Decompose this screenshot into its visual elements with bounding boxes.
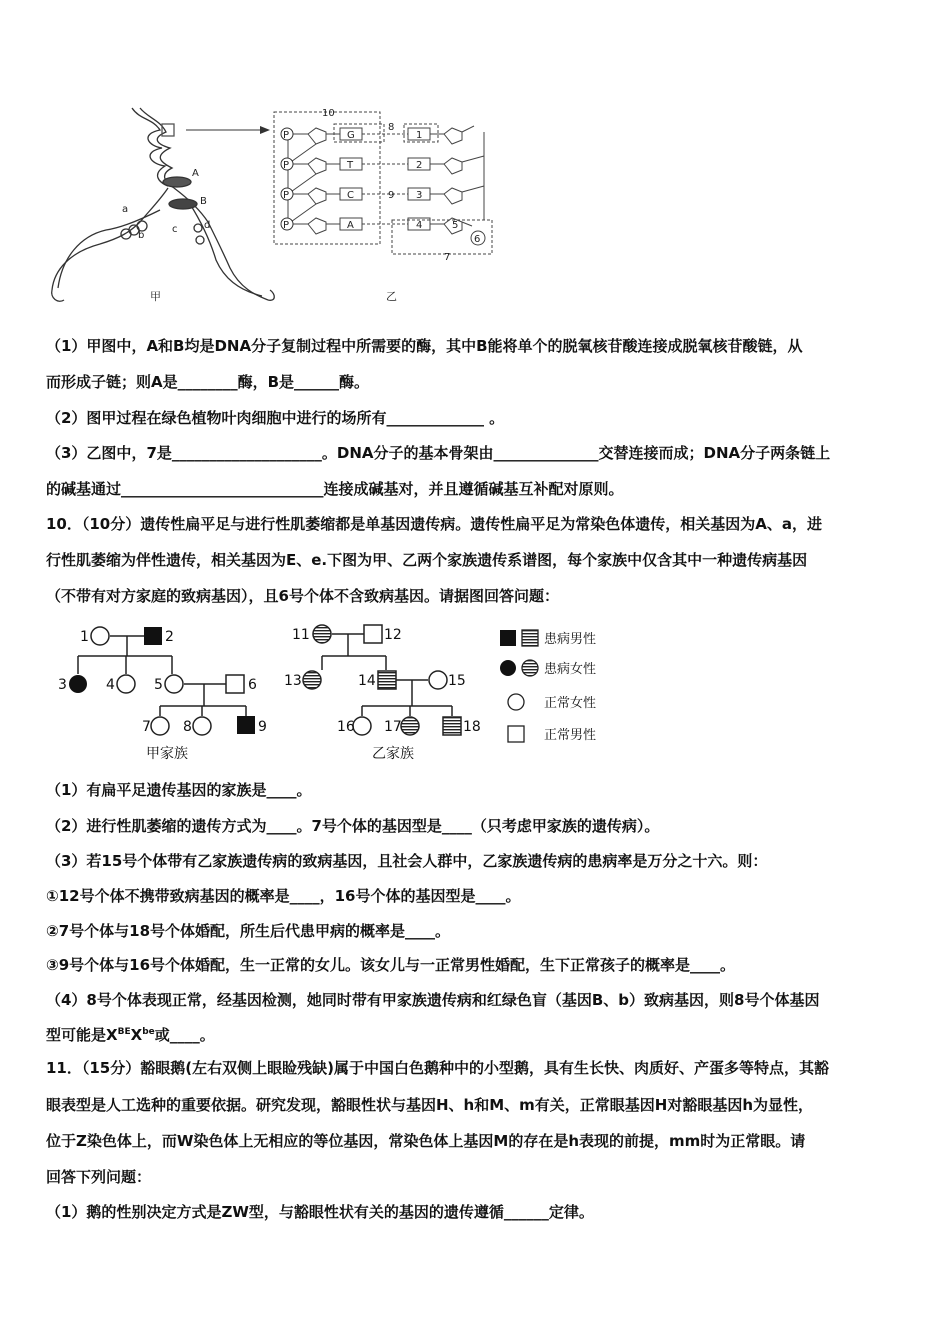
family-jia-label: 甲家族 xyxy=(146,746,188,762)
dna-replication-figure xyxy=(40,100,510,315)
label-c: c xyxy=(172,224,178,235)
q10-sub-3b: ②7号个体与18号个体婚配，所生后代患甲病的概率是____。 xyxy=(46,922,451,940)
num-3: 3 xyxy=(58,677,67,693)
ind-8 xyxy=(193,717,211,735)
ind-15 xyxy=(429,671,447,689)
q10-line-1: 10．（10分）遗传性扁平足与进行性肌萎缩都是单基因遗传病。遗传性扁平足为常染色体遗传，相关基因为A、a，进 xyxy=(46,515,822,533)
q10-4b-sup2: be xyxy=(142,1027,155,1037)
label-10: 10 xyxy=(322,108,335,119)
q11-line-3: 位于Z染色体上，而W染色体上无相应的等位基因，常染色体上基因M的存在是h表现的前提，mm时为正常眼。请 xyxy=(46,1132,806,1150)
phosphate-labels xyxy=(281,128,293,231)
q10-4b-pre: 型可能是 xyxy=(46,1026,107,1044)
q10-line-3: （不带有对方家庭的致病基因），且6号个体不含致病基因。请据图回答问题： xyxy=(46,587,559,605)
label-b: b xyxy=(138,230,145,241)
phosphate-p4: P xyxy=(283,220,290,231)
num-15: 15 xyxy=(448,673,466,689)
q10-4b-x1: X xyxy=(106,1026,118,1044)
q11-line-1: 11．（15分）豁眼鹅(左右双侧上眼睑残缺)属于中国白色鹅种中的小型鹅，具有生长快、肉质好、产蛋多等特点，其豁 xyxy=(46,1059,829,1077)
legend-normal-male-square xyxy=(508,726,524,742)
q9-line-4: （3）乙图中，7是____________________。DNA分子的基本骨架由______________交替连接而成；DNA分子两条链上 xyxy=(46,444,831,462)
q9-line-3: （2）图甲过程在绿色植物叶肉细胞中进行的场所有_____________ 。 xyxy=(46,409,505,427)
legend-normal-male: 正常男性 xyxy=(544,728,597,743)
arrow-head xyxy=(260,126,270,134)
num-8: 8 xyxy=(183,719,192,735)
q10-sub-1: （1）有扁平足遗传基因的家族是____。 xyxy=(46,781,312,799)
q10-sub-3c: ③9号个体与16号个体婚配，生一正常的女儿。该女儿与一正常男性婚配，生下正常孩子的概率是____。 xyxy=(46,956,736,974)
num-9: 9 xyxy=(258,719,267,735)
num-5: 5 xyxy=(154,677,163,693)
ind-13 xyxy=(303,671,321,689)
legend-normal-female-circle xyxy=(508,694,524,710)
base-right-4: 4 xyxy=(416,220,423,231)
q10-sub-3a: ①12号个体不携带致病基因的概率是____，16号个体的基因型是____。 xyxy=(46,887,521,905)
legend-normal-female: 正常女性 xyxy=(544,696,597,711)
base-right-2: 2 xyxy=(416,160,423,171)
q11-line-2: 眼表型是人工选种的重要依据。研究发现，豁眼性状与基因H、h和M、m有关，正常眼基因H对豁眼基因h为显性， xyxy=(46,1096,814,1114)
base-left-4: A xyxy=(347,220,354,231)
q10-4b-sup1: BE xyxy=(117,1027,131,1037)
q9-line-5: 的碱基通过___________________________连接成碱基对，并且遵循碱基互补配对原则。 xyxy=(46,480,624,498)
ind-16 xyxy=(353,717,371,735)
ind-1 xyxy=(91,627,109,645)
ind-14 xyxy=(378,671,396,689)
num-6: 6 xyxy=(248,677,257,693)
q10-4b-x2: X xyxy=(130,1026,143,1044)
ind-17 xyxy=(401,717,419,735)
legend-affected-female-striped xyxy=(522,660,538,676)
ind-18 xyxy=(443,717,461,735)
caption-jia: 甲 xyxy=(150,290,161,303)
ind-2 xyxy=(144,627,162,645)
num-1: 1 xyxy=(80,629,89,645)
caption-yi: 乙 xyxy=(386,290,397,303)
ind-7 xyxy=(151,717,169,735)
ind-4 xyxy=(117,675,135,693)
num-4: 4 xyxy=(106,677,115,693)
ind-9 xyxy=(237,716,255,734)
num-11: 11 xyxy=(292,627,310,643)
phosphate-p1: P xyxy=(283,130,290,141)
legend-affected-male-solid xyxy=(500,630,516,646)
ind-12 xyxy=(364,625,382,643)
label-8: 8 xyxy=(388,122,395,133)
ind-5 xyxy=(165,675,183,693)
base-left-3: C xyxy=(347,190,354,201)
replication-fork-diagram xyxy=(52,108,275,301)
q10-sub-3: （3）若15号个体带有乙家族遗传病的致病基因，且社会人群中，乙家族遗传病的患病率是万分之十六。则： xyxy=(46,852,768,870)
phosphate-p2: P xyxy=(283,160,290,171)
q9-line-1: （1）甲图中，A和B均是DNA分子复制过程中所需要的酶，其中B能将单个的脱氧核苷酸连接成脱氧核苷酸链，从 xyxy=(46,337,803,355)
base-right-3: 3 xyxy=(416,190,423,201)
num-16: 16 xyxy=(337,719,355,735)
num-14: 14 xyxy=(358,673,376,689)
q11-sub-1: （1）鹅的性别决定方式是ZW型，与豁眼性状有关的基因的遗传遵循______定律。 xyxy=(46,1203,594,1221)
phosphate-p3: P xyxy=(283,190,290,201)
num-7: 7 xyxy=(142,719,151,735)
base-right-1: 1 xyxy=(416,130,423,141)
pedigree-figure xyxy=(50,618,620,768)
q10-line-2: 行性肌萎缩为伴性遗传，相关基因为E、e.下图为甲、乙两个家族遗传系谱图，每个家族中仅含其中一种遗传病基因 xyxy=(46,551,808,569)
label-9: 9 xyxy=(388,190,395,201)
label-6: 6 xyxy=(474,234,481,245)
label-7: 7 xyxy=(444,252,451,263)
label-5: 5 xyxy=(452,220,459,231)
family-yi-label: 乙家族 xyxy=(372,746,414,762)
num-13: 13 xyxy=(284,673,302,689)
q11-line-4: 回答下列问题： xyxy=(46,1168,152,1186)
num-17: 17 xyxy=(384,719,402,735)
legend-affected-female: 患病女性 xyxy=(544,662,597,677)
legend-affected-female-solid xyxy=(500,660,516,676)
label-a: a xyxy=(122,204,129,215)
q9-line-2: 而形成子链；则A是________酶，B是______酶。 xyxy=(46,373,370,391)
base-left-1: G xyxy=(347,130,355,141)
dna-structure-diagram xyxy=(274,112,492,254)
legend-affected-male-striped xyxy=(522,630,538,646)
ind-6 xyxy=(226,675,244,693)
q10-sub-4b xyxy=(46,1025,215,1045)
q10-sub-2: （2）进行性肌萎缩的遗传方式为____。7号个体的基因型是____（只考虑甲家族的遗传病）。 xyxy=(46,817,660,835)
q10-4b-post: 或____。 xyxy=(154,1026,215,1044)
label-B: B xyxy=(200,196,207,207)
num-18: 18 xyxy=(463,719,481,735)
legend-affected-male: 患病男性 xyxy=(544,632,597,647)
q10-sub-4a: （4）8号个体表现正常，经基因检测，她同时带有甲家族遗传病和红绿色盲（基因B、b）致病基因，则8号个体基因 xyxy=(46,991,820,1009)
num-2: 2 xyxy=(165,629,174,645)
label-d: d xyxy=(204,220,211,231)
num-12: 12 xyxy=(384,627,402,643)
label-A: A xyxy=(192,168,199,179)
ind-11 xyxy=(313,625,331,643)
ind-3 xyxy=(69,675,87,693)
base-left-2: T xyxy=(347,160,354,171)
